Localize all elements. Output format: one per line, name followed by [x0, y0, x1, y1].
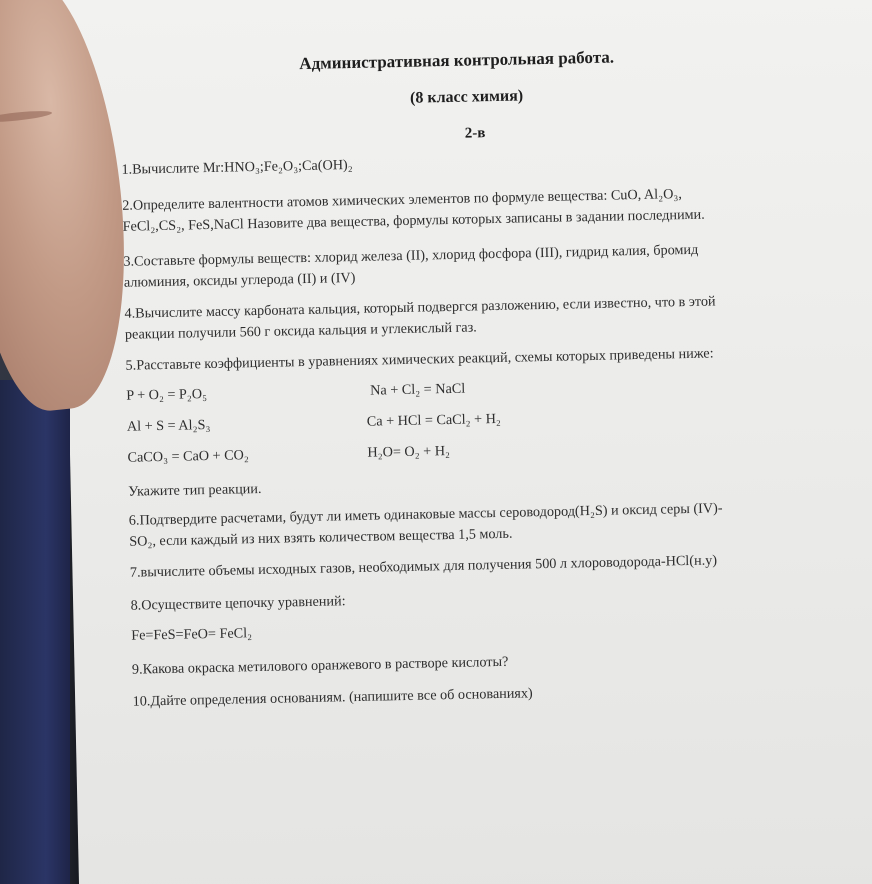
- task-5-text: 5.Расставьте коэффициенты в уравнениях химических реакций, схемы которых приведены ниже:: [125, 345, 714, 374]
- task-6-line-2: SO₂, если каждый из них взять количеством вещества 1,5 моль.: [129, 525, 513, 550]
- task-10-text: 10.Дайте определения основаниям. (напишите все об основаниях): [132, 685, 533, 710]
- equation-left-1: P + O₂ = P₂O₅: [126, 386, 208, 404]
- equation-right-1: Na + Cl₂ = NaCl: [370, 380, 466, 399]
- task-4-line-2: реакции получили 560 г оксида кальция и углекислый газ.: [124, 319, 477, 343]
- task-3-line-2: алюминия, оксиды углерода (II) и (IV): [123, 269, 356, 291]
- equation-left-3: CaCO₃ = CaO + CO₂: [127, 447, 249, 466]
- sleeve: [0, 380, 70, 884]
- task-5-note-text: Укажите тип реакции.: [128, 480, 262, 500]
- task-1-text: 1.Вычислите Mr:HNO₃;Fe₂O₃;Ca(OH)₂: [121, 156, 353, 178]
- equation-left-2: Al + S = Al₂S₃: [126, 417, 211, 435]
- task-3-line-1: 3.Составьте формулы веществ: хлорид железа (II), хлорид фосфора (III), гидрид калия, бромид: [123, 241, 699, 270]
- equation-right-3: H₂O= O₂ + H₂: [367, 443, 451, 461]
- task-2-line-2: FeCl₂,CS₂, FeS,NaCl Назовите два вещества, формулы которых записаны в задании последними.: [122, 206, 705, 235]
- task-6-line-1: 6.Подтвердите расчетами, будут ли иметь одинаковые массы сероводород(H₂S) и оксид серы (IV)-: [128, 500, 723, 529]
- task-9-text: 9.Какова окраска метилового оранжевого в растворе кислоты?: [131, 653, 509, 678]
- task-4-line-1: 4.Вычислите массу карбоната кальция, который подвергся разложению, если известно, что в этой: [124, 293, 716, 322]
- task-8-text: 8.Осуществите цепочку уравнений:: [130, 593, 346, 614]
- task-8-chain-text: Fe=FeS=FeO= FeCl₂: [131, 625, 253, 644]
- task-2-line-1: 2.Определите валентности атомов химических элементов по формуле вещества: CuO, Al₂O₃,: [122, 186, 683, 214]
- finger-joint: [0, 109, 52, 124]
- task-7-text: 7.вычислите объемы исходных газов, необходимых для получения 500 л хлороводорода-HCl(н.у): [129, 552, 718, 581]
- page-subtitle: (8 класс химия): [409, 87, 524, 107]
- equation-right-2: Ca + HCl = CaCl₂ + H₂: [366, 410, 501, 430]
- variant-label: 2-в: [464, 125, 486, 142]
- page-title: Административная контрольная работа.: [299, 47, 615, 74]
